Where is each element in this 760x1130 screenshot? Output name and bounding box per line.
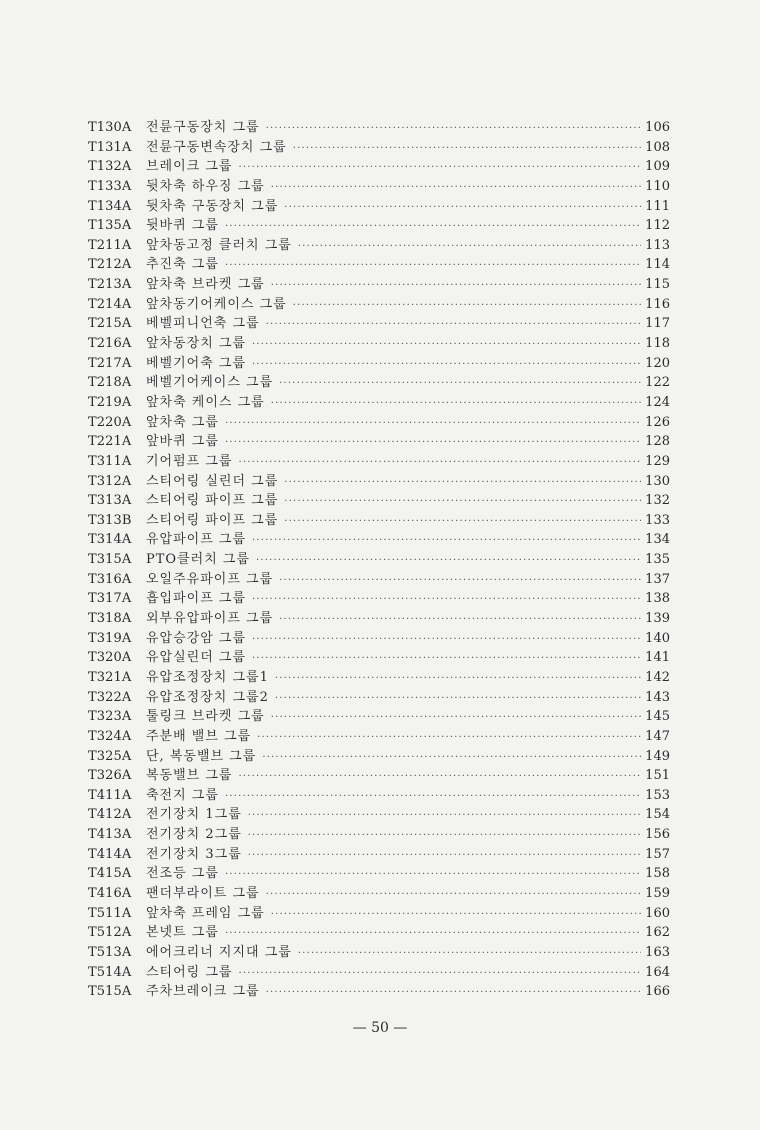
toc-entry-code: T321A xyxy=(88,669,132,685)
dot-leader xyxy=(256,551,641,571)
toc-entry-code: T215A xyxy=(88,316,132,332)
toc-entry xyxy=(88,786,670,806)
toc-entry-page: 154 xyxy=(645,807,670,823)
dot-leader xyxy=(225,414,641,434)
toc-entry-title: 스티어링 그룹 xyxy=(146,964,233,980)
dot-leader xyxy=(284,473,641,493)
toc-entry xyxy=(88,216,670,236)
dot-leader xyxy=(293,296,641,316)
toc-entry-code: T133A xyxy=(88,178,132,194)
dot-leader xyxy=(252,649,641,669)
toc-entry-code: T317A xyxy=(88,591,132,607)
toc-entry-page: 106 xyxy=(645,120,670,135)
toc-entry-code: T413A xyxy=(88,827,132,843)
toc-entry-page: 159 xyxy=(645,885,670,901)
toc-entry xyxy=(88,609,670,629)
toc-entry-page: 139 xyxy=(645,611,670,627)
toc-entry-title: 베벨기어축 그룹 xyxy=(146,355,247,371)
toc-entry-page: 130 xyxy=(645,473,670,489)
toc-entry xyxy=(88,707,670,727)
toc-entry-title: 스티어링 실린더 그룹 xyxy=(146,473,279,489)
dot-leader xyxy=(238,158,641,178)
toc-entry-code: T412A xyxy=(88,807,132,823)
toc-entry xyxy=(88,766,670,786)
toc-entry xyxy=(88,550,670,570)
toc-entry xyxy=(88,629,670,649)
toc-entry-page: 149 xyxy=(645,748,670,764)
toc-entry-title: 흡입파이프 그룹 xyxy=(146,591,247,607)
dot-leader xyxy=(252,355,641,375)
toc-entry-code: T134A xyxy=(88,198,132,214)
toc-entry-page: 118 xyxy=(645,336,670,352)
toc-entry-page: 117 xyxy=(645,316,670,332)
toc-entry-code: T214A xyxy=(88,296,132,312)
toc-entry xyxy=(88,197,670,217)
dot-leader xyxy=(252,531,641,551)
toc-entry-code: T324A xyxy=(88,728,132,744)
toc-entry-page: 142 xyxy=(645,669,670,685)
toc-entry xyxy=(88,373,670,393)
toc-entry-page: 129 xyxy=(645,453,670,469)
toc-entry-title: PTO클러치 그룹 xyxy=(146,552,250,568)
toc-entry-title: 전조등 그룹 xyxy=(146,866,219,882)
toc-entry xyxy=(88,118,670,138)
toc-entry-title: 전륜구동장치 그룹 xyxy=(146,120,260,135)
toc-entry xyxy=(88,314,670,334)
toc-entry xyxy=(88,963,670,983)
toc-entry-code: T313A xyxy=(88,493,132,509)
dot-leader xyxy=(262,748,641,768)
toc-entry-page: 153 xyxy=(645,787,670,803)
toc-entry-code: T415A xyxy=(88,866,132,882)
toc-entry-title: 뒷바퀴 그룹 xyxy=(146,218,219,234)
toc-entry-page: 133 xyxy=(645,512,670,528)
toc-entry-title: 유압조정장치 그룹1 xyxy=(146,669,269,685)
dot-leader xyxy=(271,394,641,414)
toc-entry-code: T320A xyxy=(88,650,132,666)
toc-entry-code: T311A xyxy=(88,453,132,469)
toc-entry-code: T325A xyxy=(88,748,132,764)
toc-entry xyxy=(88,904,670,924)
toc-entry-code: T217A xyxy=(88,355,132,371)
toc-entry-title: 베벨기어케이스 그룹 xyxy=(146,375,274,391)
toc-entry xyxy=(88,805,670,825)
toc-entry-code: T312A xyxy=(88,473,132,489)
toc-entry-code: T213A xyxy=(88,277,132,293)
table-of-contents xyxy=(88,118,670,1002)
dot-leader xyxy=(298,237,641,257)
toc-entry-code: T218A xyxy=(88,375,132,391)
toc-entry xyxy=(88,432,670,452)
toc-entry-page: 109 xyxy=(645,159,670,175)
toc-entry xyxy=(88,177,670,197)
dot-leader xyxy=(248,826,641,846)
toc-entry-page: 147 xyxy=(645,728,670,744)
dot-leader xyxy=(238,767,641,787)
dot-leader xyxy=(252,630,641,650)
toc-entry xyxy=(88,157,670,177)
dot-leader xyxy=(225,865,641,885)
dot-leader xyxy=(266,315,642,335)
dot-leader xyxy=(225,256,641,276)
toc-entry-title: 전륜구동변속장치 그룹 xyxy=(146,139,287,155)
toc-entry-code: T130A xyxy=(88,120,132,135)
toc-entry-title: 스티어링 파이프 그룹 xyxy=(146,512,279,528)
toc-entry-page: 163 xyxy=(645,944,670,960)
dot-leader xyxy=(225,217,641,237)
dot-leader xyxy=(271,178,641,198)
toc-entry-title: 앞차동기어케이스 그룹 xyxy=(146,296,287,312)
dot-leader xyxy=(252,590,641,610)
toc-entry-code: T515A xyxy=(88,984,132,1000)
dot-leader xyxy=(252,335,641,355)
toc-entry-page: 135 xyxy=(645,552,670,568)
toc-entry-page: 138 xyxy=(645,591,670,607)
toc-entry-title: 베벨피니언축 그룹 xyxy=(146,316,260,332)
dot-leader xyxy=(225,787,641,807)
dot-leader xyxy=(271,905,641,925)
toc-entry-page: 122 xyxy=(645,375,670,391)
toc-entry-title: 복동밸브 그룹 xyxy=(146,768,233,784)
toc-entry xyxy=(88,452,670,472)
toc-entry-page: 132 xyxy=(645,493,670,509)
toc-entry-code: T216A xyxy=(88,336,132,352)
toc-entry-code: T313B xyxy=(88,512,132,528)
toc-entry-title: 앞차동고정 클러치 그룹 xyxy=(146,237,292,253)
toc-entry-page: 160 xyxy=(645,905,670,921)
toc-entry xyxy=(88,825,670,845)
toc-entry xyxy=(88,884,670,904)
toc-entry-code: T132A xyxy=(88,159,132,175)
dot-leader xyxy=(266,983,642,1003)
dot-leader xyxy=(248,806,641,826)
toc-entry-title: 오일주유파이프 그룹 xyxy=(146,571,274,587)
dot-leader xyxy=(225,924,641,944)
dot-leader xyxy=(266,119,642,139)
toc-entry-page: 111 xyxy=(645,198,670,214)
dot-leader xyxy=(279,610,641,630)
toc-entry-code: T219A xyxy=(88,394,132,410)
toc-entry xyxy=(88,275,670,295)
dot-leader xyxy=(284,198,641,218)
toc-entry-code: T221A xyxy=(88,434,132,450)
page-number: — 50 — xyxy=(352,1020,408,1036)
toc-entry-title: 외부유압파이프 그룹 xyxy=(146,611,274,627)
toc-entry xyxy=(88,393,670,413)
toc-entry-title: 주차브레이크 그룹 xyxy=(146,984,260,1000)
toc-entry xyxy=(88,334,670,354)
toc-entry-page: 124 xyxy=(645,394,670,410)
toc-entry xyxy=(88,295,670,315)
toc-entry xyxy=(88,354,670,374)
dot-leader xyxy=(284,492,641,512)
toc-entry-code: T514A xyxy=(88,964,132,980)
toc-entry-code: T318A xyxy=(88,611,132,627)
toc-entry xyxy=(88,864,670,884)
toc-entry-code: T512A xyxy=(88,925,132,941)
toc-entry-title: 단, 복동밸브 그룹 xyxy=(146,748,257,764)
toc-entry xyxy=(88,688,670,708)
toc-entry-title: 팬더부라이트 그룹 xyxy=(146,885,260,901)
toc-entry-title: 전기장치 2그룹 xyxy=(146,827,242,843)
toc-entry-code: T323A xyxy=(88,709,132,725)
toc-entry-page: 115 xyxy=(645,277,670,293)
dot-leader xyxy=(298,944,641,964)
toc-entry-title: 앞차축 케이스 그룹 xyxy=(146,394,265,410)
toc-entry-code: T131A xyxy=(88,139,132,155)
toc-entry-code: T416A xyxy=(88,885,132,901)
toc-entry-page: 134 xyxy=(645,532,670,548)
toc-entry-title: 앞차동장치 그룹 xyxy=(146,336,247,352)
toc-entry-page: 128 xyxy=(645,434,670,450)
toc-entry-code: T322A xyxy=(88,689,132,705)
toc-entry-title: 전기장치 3그룹 xyxy=(146,846,242,862)
toc-entry xyxy=(88,255,670,275)
toc-entry-title: 브레이크 그룹 xyxy=(146,159,233,175)
toc-entry-page: 140 xyxy=(645,630,670,646)
toc-entry-title: 유압승강암 그룹 xyxy=(146,630,247,646)
toc-entry-code: T511A xyxy=(88,905,132,921)
toc-entry xyxy=(88,413,670,433)
toc-entry xyxy=(88,570,670,590)
toc-entry xyxy=(88,943,670,963)
toc-entry-page: 110 xyxy=(645,178,670,194)
toc-entry-page: 120 xyxy=(645,355,670,371)
dot-leader xyxy=(225,433,641,453)
toc-entry xyxy=(88,668,670,688)
toc-entry xyxy=(88,747,670,767)
toc-entry-code: T319A xyxy=(88,630,132,646)
toc-entry-page: 164 xyxy=(645,964,670,980)
toc-entry-title: 기어펌프 그룹 xyxy=(146,453,233,469)
toc-entry-code: T135A xyxy=(88,218,132,234)
toc-entry xyxy=(88,236,670,256)
toc-entry-page: 157 xyxy=(645,846,670,862)
toc-entry-title: 주분배 밸브 그룹 xyxy=(146,728,252,744)
toc-entry-code: T316A xyxy=(88,571,132,587)
dot-leader xyxy=(248,846,641,866)
toc-entry xyxy=(88,511,670,531)
toc-entry xyxy=(88,472,670,492)
toc-entry-title: 스티어링 파이프 그룹 xyxy=(146,493,279,509)
toc-entry-title: 축전지 그룹 xyxy=(146,787,219,803)
toc-entry-code: T220A xyxy=(88,414,132,430)
toc-entry-title: 앞바퀴 그룹 xyxy=(146,434,219,450)
toc-entry-page: 112 xyxy=(645,218,670,234)
toc-entry-title: 뒷차축 하우징 그룹 xyxy=(146,178,265,194)
dot-leader xyxy=(279,374,641,394)
toc-entry-page: 156 xyxy=(645,827,670,843)
toc-entry-code: T314A xyxy=(88,532,132,548)
toc-entry xyxy=(88,648,670,668)
toc-entry-code: T513A xyxy=(88,944,132,960)
dot-leader xyxy=(293,139,641,159)
toc-entry-page: 158 xyxy=(645,866,670,882)
toc-entry-code: T212A xyxy=(88,257,132,273)
toc-entry xyxy=(88,530,670,550)
toc-entry-page: 137 xyxy=(645,571,670,587)
toc-entry xyxy=(88,982,670,1002)
toc-entry-title: 에어크리너 지지대 그룹 xyxy=(146,944,292,960)
dot-leader xyxy=(238,964,641,984)
toc-entry-page: 145 xyxy=(645,709,670,725)
toc-entry-code: T414A xyxy=(88,846,132,862)
toc-entry-title: 유압실린더 그룹 xyxy=(146,650,247,666)
toc-entry-page: 126 xyxy=(645,414,670,430)
toc-entry-page: 108 xyxy=(645,139,670,155)
toc-entry xyxy=(88,491,670,511)
dot-leader xyxy=(266,885,642,905)
toc-entry-title: 앞차축 브라켓 그룹 xyxy=(146,277,265,293)
dot-leader xyxy=(275,689,641,709)
toc-entry-title: 유압파이프 그룹 xyxy=(146,532,247,548)
toc-entry-page: 143 xyxy=(645,689,670,705)
toc-entry xyxy=(88,845,670,865)
toc-entry-title: 툴링크 브라켓 그룹 xyxy=(146,709,265,725)
toc-entry-page: 113 xyxy=(645,237,670,253)
toc-entry-page: 114 xyxy=(645,257,670,273)
dot-leader xyxy=(257,728,641,748)
toc-entry-code: T315A xyxy=(88,552,132,568)
dot-leader xyxy=(275,669,641,689)
toc-entry-title: 추진축 그룹 xyxy=(146,257,219,273)
dot-leader xyxy=(271,708,641,728)
toc-entry-title: 앞차축 그룹 xyxy=(146,414,219,430)
dot-leader xyxy=(279,571,641,591)
toc-entry xyxy=(88,727,670,747)
toc-entry-title: 유압조정장치 그룹2 xyxy=(146,689,269,705)
toc-entry xyxy=(88,589,670,609)
toc-entry-title: 앞차축 프레임 그룹 xyxy=(146,905,265,921)
toc-entry xyxy=(88,138,670,158)
toc-entry-title: 본넷트 그룹 xyxy=(146,925,219,941)
dot-leader xyxy=(271,276,641,296)
toc-entry xyxy=(88,923,670,943)
toc-entry-page: 162 xyxy=(645,925,670,941)
dot-leader xyxy=(238,453,641,473)
toc-entry-code: T326A xyxy=(88,768,132,784)
toc-entry-page: 151 xyxy=(645,768,670,784)
toc-entry-code: T211A xyxy=(88,237,132,253)
toc-entry-page: 166 xyxy=(645,984,670,1000)
toc-entry-page: 141 xyxy=(645,650,670,666)
dot-leader xyxy=(284,512,641,532)
toc-entry-title: 전기장치 1그룹 xyxy=(146,807,242,823)
toc-entry-title: 뒷차축 구동장치 그룹 xyxy=(146,198,279,214)
toc-entry-page: 116 xyxy=(645,296,670,312)
toc-entry-code: T411A xyxy=(88,787,132,803)
